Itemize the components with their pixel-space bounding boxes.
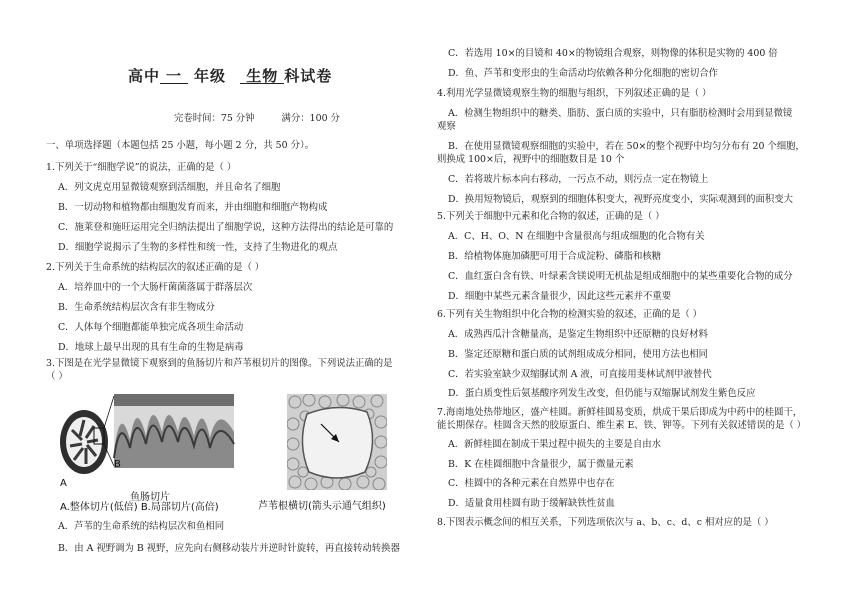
grade-label: 年级 xyxy=(194,67,227,85)
question-5-option-d: D．细胞中某些元素含量很少，因此这些元素并不重要 xyxy=(448,291,672,302)
question-7-option-b: B．K 在桂圆细胞中含量很少，属于微量元素 xyxy=(448,459,634,470)
fish-caption-title: 鱼肠切片 xyxy=(130,492,170,503)
question-4-option-d: D．换用短物镜后，观察到的细胞体积变大，视野亮度变小，实际观测到的面积变大 xyxy=(448,194,794,205)
label-b: B xyxy=(114,459,121,470)
question-2-option-a: A．培养皿中的一个大肠杆菌菌落属于群落层次 xyxy=(58,282,253,293)
section-heading: 一、单项选择题（本题包括 25 小题，每小题 2 分，共 50 分）。 xyxy=(46,140,315,151)
fish-caption-detail: A.整体切片(低倍) B.局部切片(高倍) xyxy=(60,502,219,513)
question-8-stem: 8.下图表示概念间的相互关系，下列选项依次与 a、b、c、d、c 相对应的是（ ） xyxy=(437,517,774,528)
question-1-option-b: B．一切动物和植物都由细胞发育而来，并由细胞和细胞产物构成 xyxy=(58,202,328,213)
title-prefix: 高中 xyxy=(128,67,161,85)
question-3-stem-cont: （ ） xyxy=(46,371,68,382)
fish-intestine-figure xyxy=(56,392,236,492)
fish-intestine-svg xyxy=(56,392,236,492)
subject-suffix: 科试卷 xyxy=(284,67,333,85)
question-6-option-b: B．鉴定还原糖和蛋白质的试剂组成成分相同，使用方法也相同 xyxy=(448,349,709,360)
question-7-stem-cont: 能长期保存。桂圆含天然的胶原蛋白、维生素 E、铁、钾等。下列有关叙述错误的是（ ） xyxy=(437,420,807,431)
reed-root-svg xyxy=(287,394,387,490)
question-3-stem: 3.下图是在光学显微镜下观察到的鱼肠切片和芦苇根切片的图像。下列说法正确的是 xyxy=(46,358,393,369)
question-4-stem: 4.利用光学显微镜观察生物的细胞与组织，下列叙述正确的是（ ） xyxy=(437,88,712,99)
air-space xyxy=(302,407,372,478)
question-5-option-a: A．C、H、O、N 在细胞中含量很高与组成细胞的化合物有关 xyxy=(448,231,705,242)
question-2-stem: 2.下列关于生命系统的结构层次的叙述正确的是（ ） xyxy=(46,262,265,273)
question-5-option-b: B．给植物体施加磷肥可用于合成淀粉、磷脂和核糖 xyxy=(448,251,662,262)
question-4-option-b: B．在使用显微镜观察细胞的实验中，若在 50×的整个视野中均匀分布有 20 个细胞， xyxy=(448,141,805,152)
subject-value: 生物 xyxy=(240,70,284,84)
question-2-option-d: D．地球上最早出现的具有生命的生物是病毒 xyxy=(58,342,244,353)
grade-value: 一 xyxy=(160,70,188,84)
question-4-option-a-cont: 观察 xyxy=(437,121,456,132)
question-7-stem: 7.海南地处热带地区，盛产桂圆。新鲜桂圆易变质，烘成干果后即成为中药中的桂圆干， xyxy=(437,407,803,418)
exam-title xyxy=(128,67,333,85)
question-7-option-c: C．桂圆中的各种元素在自然界中也存在 xyxy=(448,478,615,489)
time-info: 完卷时间：75 分钟 xyxy=(174,113,255,124)
question-3-option-c: C．若选用 10×的目镜和 40×的物镜组合观察，则物像的体积是实物的 400 倍 xyxy=(448,48,778,59)
question-3-option-a: A．芦苇的生命系统的结构层次和鱼相同 xyxy=(58,521,225,532)
question-2-option-b: B．生命系统结构层次含有非生物成分 xyxy=(58,302,215,313)
question-5-option-c: C．血红蛋白含有铁、叶绿素含镁说明无机盐是组成细胞中的某些重要化合物的成分 xyxy=(448,271,793,282)
question-6-stem: 6.下列有关生物组织中化合物的检测实验的叙述，正确的是（ ） xyxy=(437,309,703,320)
question-1-option-a: A．列文虎克用显微镜观察到活细胞，并且命名了细胞 xyxy=(58,182,281,193)
question-7-option-a: A．新鲜桂圆在制成干果过程中损失的主要是自由水 xyxy=(448,439,662,450)
question-5-stem: 5.下列关于细胞中元素和化合物的叙述，正确的是（ ） xyxy=(437,211,665,222)
reed-root-figure xyxy=(287,394,387,490)
question-3-option-d: D．鱼、芦苇和变形虫的生命活动均依赖各种分化细胞的密切合作 xyxy=(448,68,719,79)
score-info: 满分：100 分 xyxy=(281,113,340,124)
question-3-option-b: B．由 A 视野调为 B 视野，应先向右侧移动装片并逆时针旋转，再直接转动转换器 xyxy=(58,543,400,554)
exam-time-info xyxy=(174,112,340,125)
question-7-option-d: D．适量食用桂圆有助于缓解缺铁性贫血 xyxy=(448,498,615,509)
label-a: A xyxy=(60,478,67,489)
question-6-option-c: C．若实验室缺少双缩脲试剂 A 液，可直接用斐林试剂甲液替代 xyxy=(448,369,712,380)
question-4-option-c: C．若将玻片标本向右移动，一污点不动，则污点一定在物镜上 xyxy=(448,174,709,185)
question-6-option-a: A．成熟西瓜汁含糖量高，是鉴定生物组织中还原糖的良好材料 xyxy=(448,329,708,340)
question-1-option-c: C．施莱登和施旺运用完全归纳法提出了细胞学说，这种方法得出的结论是可靠的 xyxy=(58,222,394,233)
question-6-option-d: D．蛋白质变性后氨基酸序列发生改变，但仍能与双缩脲试剂发生紫色反应 xyxy=(448,388,756,399)
question-1-option-d: D．细胞学说揭示了生物的多样性和统一性，支持了生物进化的观点 xyxy=(58,242,338,253)
question-2-option-c: C．人体每个细胞都能单独完成各项生命活动 xyxy=(58,322,244,333)
question-4-option-b-cont: 则换成 100×后，视野中的细胞数目是 10 个 xyxy=(437,154,625,165)
question-4-option-a: A．检测生物组织中的糖类、脂肪、蛋白质的实验中，只有脂肪检测时会用到显微镜 xyxy=(448,108,793,119)
question-1-stem: 1.下列关于“细胞学说”的说法，正确的是（ ） xyxy=(46,162,237,173)
reed-caption: 芦苇根横切(箭头示通气组织) xyxy=(258,501,386,512)
